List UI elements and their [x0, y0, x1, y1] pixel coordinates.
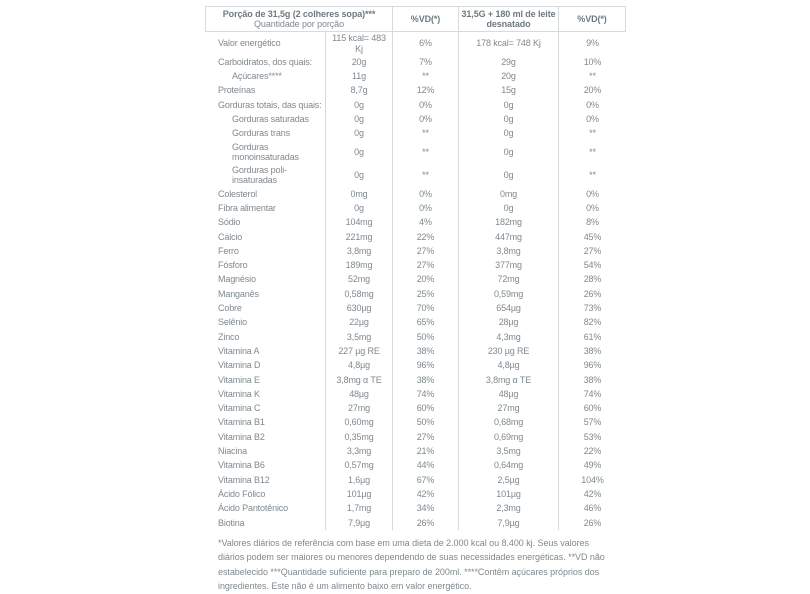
- header-milk-cell: [458, 7, 558, 31]
- table-row: [205, 430, 626, 444]
- quantity-with-milk: 27mg: [458, 401, 558, 415]
- nutrient-label: Cobre: [218, 303, 242, 314]
- table-row: [205, 84, 626, 98]
- quantity-per-portion: 20g: [325, 55, 392, 69]
- daily-value-percent: 34%: [392, 501, 458, 515]
- quantity-per-portion: 0g: [325, 98, 392, 112]
- quantity-per-portion: 0g: [325, 164, 392, 187]
- quantity-with-milk: 0g: [458, 98, 558, 112]
- daily-value-percent-milk: **: [558, 141, 626, 164]
- header-vd-label-2: %VD(*): [577, 14, 607, 24]
- daily-value-percent: **: [392, 69, 458, 83]
- daily-value-percent-milk: 45%: [558, 230, 626, 244]
- quantity-per-portion: 3,5mg: [325, 330, 392, 344]
- quantity-with-milk: 48µg: [458, 387, 558, 401]
- daily-value-percent: 12%: [392, 84, 458, 98]
- daily-value-percent-milk: 73%: [558, 301, 626, 315]
- nutrient-label: Gorduras totais, das quais:: [218, 99, 322, 110]
- daily-value-percent-milk: 82%: [558, 315, 626, 329]
- quantity-with-milk: 4,3mg: [458, 330, 558, 344]
- quantity-per-portion: 3,8mg: [325, 244, 392, 258]
- table-row: [205, 164, 626, 187]
- table-row: [205, 98, 626, 112]
- daily-value-percent: 20%: [392, 273, 458, 287]
- daily-value-percent-milk: 54%: [558, 258, 626, 272]
- header-vd-cell-2: [558, 7, 625, 31]
- daily-value-percent-milk: 10%: [558, 55, 626, 69]
- quantity-with-milk: 3,8mg α TE: [458, 373, 558, 387]
- nutrient-label: Gorduras trans: [232, 128, 290, 139]
- nutrition-table-header: [205, 6, 626, 32]
- nutrient-label: Vitamina B12: [218, 474, 270, 485]
- daily-value-percent: 50%: [392, 330, 458, 344]
- quantity-per-portion: 101µg: [325, 487, 392, 501]
- nutrient-label: Vitamina E: [218, 374, 260, 385]
- daily-value-percent: **: [392, 164, 458, 187]
- daily-value-percent-milk: 38%: [558, 344, 626, 358]
- nutrient-label: Vitamina B6: [218, 460, 265, 471]
- daily-value-percent: 38%: [392, 373, 458, 387]
- quantity-per-portion: 0g: [325, 112, 392, 126]
- quantity-with-milk: 4,8µg: [458, 358, 558, 372]
- nutrient-label: Carboidratos, dos quais:: [218, 56, 312, 67]
- nutrient-label: Fibra alimentar: [218, 202, 276, 213]
- table-row: [205, 315, 626, 329]
- nutrient-label: Vitamina B2: [218, 431, 265, 442]
- table-row: [205, 201, 626, 215]
- quantity-per-portion: 48µg: [325, 387, 392, 401]
- nutrient-label: Gorduras saturadas: [232, 114, 309, 125]
- daily-value-percent-milk: **: [558, 164, 626, 187]
- daily-value-percent-milk: 104%: [558, 473, 626, 487]
- nutrient-label: Magnésio: [218, 274, 256, 285]
- daily-value-percent: 27%: [392, 430, 458, 444]
- quantity-with-milk: 0g: [458, 164, 558, 187]
- nutrition-table-body: [205, 32, 626, 530]
- daily-value-percent-milk: 0%: [558, 112, 626, 126]
- quantity-per-portion: 4,8µg: [325, 358, 392, 372]
- nutrient-label: Gorduras monoinsaturadas: [232, 141, 299, 163]
- nutrient-label: Zinco: [218, 331, 240, 342]
- daily-value-percent: 74%: [392, 387, 458, 401]
- quantity-with-milk: 0,68mg: [458, 416, 558, 430]
- table-row: [205, 230, 626, 244]
- header-milk-title-line2: desnatado: [486, 19, 531, 29]
- daily-value-percent-milk: 61%: [558, 330, 626, 344]
- table-row: [205, 141, 626, 164]
- daily-value-percent: 21%: [392, 444, 458, 458]
- header-portion-cell: [206, 7, 392, 31]
- quantity-per-portion: 0g: [325, 201, 392, 215]
- nutrient-label: Valor energético: [218, 38, 281, 49]
- quantity-with-milk: 377mg: [458, 258, 558, 272]
- table-row: [205, 516, 626, 530]
- nutrient-label: Ferro: [218, 245, 239, 256]
- nutrition-table: [205, 6, 626, 530]
- nutrient-label: Cálcio: [218, 231, 243, 242]
- table-row: [205, 401, 626, 415]
- header-milk-title-line1: 31,5G + 180 ml de leite: [461, 9, 556, 19]
- quantity-with-milk: 0g: [458, 126, 558, 140]
- table-row: [205, 473, 626, 487]
- nutrient-label: Ácido Fólico: [218, 488, 266, 499]
- quantity-per-portion: 189mg: [325, 258, 392, 272]
- quantity-per-portion: 52mg: [325, 273, 392, 287]
- table-row: [205, 301, 626, 315]
- quantity-with-milk: 15g: [458, 84, 558, 98]
- nutrient-label: Vitamina D: [218, 360, 261, 371]
- table-row: [205, 187, 626, 201]
- quantity-with-milk: 0,59mg: [458, 287, 558, 301]
- daily-value-percent: 60%: [392, 401, 458, 415]
- quantity-per-portion: 3,8mg α TE: [325, 373, 392, 387]
- daily-value-percent-milk: 26%: [558, 516, 626, 530]
- daily-value-percent: 27%: [392, 258, 458, 272]
- table-row: [205, 416, 626, 430]
- header-vd-cell-1: [392, 7, 458, 31]
- table-row: [205, 55, 626, 69]
- quantity-per-portion: 227 µg RE: [325, 344, 392, 358]
- daily-value-percent: 38%: [392, 344, 458, 358]
- daily-value-percent-milk: **: [558, 69, 626, 83]
- header-portion-title: Porção de 31,5g (2 colheres sopa)***: [222, 9, 376, 19]
- table-row: [205, 330, 626, 344]
- daily-value-percent-milk: 0%: [558, 187, 626, 201]
- daily-value-percent: 7%: [392, 55, 458, 69]
- footnote: *Valores diários de referência com base em uma dieta de 2.000 kcal ou 8.400 kj. Seus valores diários podem ser maiores ou menores dependendo de suas necessidades energéticas. **VD não estabelecido ***Quantidade suficiente para preparo de 200ml. ****Contêm açúcares próprios dos ingredientes. Este não é um alimento baixo em valor energético.: [218, 538, 605, 592]
- daily-value-percent-milk: 96%: [558, 358, 626, 372]
- quantity-per-portion: 630µg: [325, 301, 392, 315]
- daily-value-percent: 0%: [392, 187, 458, 201]
- daily-value-percent-milk: 28%: [558, 273, 626, 287]
- table-row: [205, 358, 626, 372]
- nutrient-label: Manganês: [218, 288, 259, 299]
- quantity-per-portion: 0g: [325, 141, 392, 164]
- table-row: [205, 112, 626, 126]
- daily-value-percent: 27%: [392, 244, 458, 258]
- nutrient-label: Biotina: [218, 517, 245, 528]
- daily-value-percent-milk: 8%: [558, 215, 626, 229]
- quantity-per-portion: 0,60mg: [325, 416, 392, 430]
- nutrient-label: Gorduras poli-insaturadas: [232, 164, 287, 186]
- quantity-with-milk: 0g: [458, 141, 558, 164]
- daily-value-percent-milk: 57%: [558, 416, 626, 430]
- daily-value-percent: 0%: [392, 98, 458, 112]
- daily-value-percent: 44%: [392, 458, 458, 472]
- daily-value-percent: 22%: [392, 230, 458, 244]
- daily-value-percent-milk: 53%: [558, 430, 626, 444]
- nutrient-label: Vitamina B1: [218, 417, 265, 428]
- quantity-with-milk: 20g: [458, 69, 558, 83]
- quantity-with-milk: 72mg: [458, 273, 558, 287]
- quantity-with-milk: 447mg: [458, 230, 558, 244]
- quantity-with-milk: 3,8mg: [458, 244, 558, 258]
- quantity-with-milk: 3,5mg: [458, 444, 558, 458]
- quantity-with-milk: 101µg: [458, 487, 558, 501]
- nutrient-label: Vitamina C: [218, 403, 261, 414]
- daily-value-percent-milk: 74%: [558, 387, 626, 401]
- nutrient-label: Proteínas: [218, 85, 256, 96]
- daily-value-percent-milk: 46%: [558, 501, 626, 515]
- nutrient-label: Fósforo: [218, 260, 248, 271]
- quantity-per-portion: 221mg: [325, 230, 392, 244]
- quantity-per-portion: 0mg: [325, 187, 392, 201]
- daily-value-percent: **: [392, 141, 458, 164]
- quantity-per-portion: 1,7mg: [325, 501, 392, 515]
- header-portion-subtitle: Quantidade por porção: [254, 19, 344, 29]
- nutrient-label: Sódio: [218, 217, 241, 228]
- daily-value-percent-milk: 26%: [558, 287, 626, 301]
- quantity-with-milk: 0mg: [458, 187, 558, 201]
- nutrient-label: Açúcares****: [232, 71, 282, 82]
- quantity-per-portion: 22µg: [325, 315, 392, 329]
- quantity-with-milk: 178 kcal= 748 Kj: [458, 32, 558, 55]
- quantity-with-milk: 0g: [458, 112, 558, 126]
- daily-value-percent-milk: 42%: [558, 487, 626, 501]
- nutrient-label: Vitamina A: [218, 345, 260, 356]
- quantity-with-milk: 182mg: [458, 215, 558, 229]
- daily-value-percent: **: [392, 126, 458, 140]
- daily-value-percent-milk: 22%: [558, 444, 626, 458]
- table-row: [205, 126, 626, 140]
- daily-value-percent: 4%: [392, 215, 458, 229]
- table-row: [205, 387, 626, 401]
- quantity-with-milk: 29g: [458, 55, 558, 69]
- quantity-with-milk: 0,69mg: [458, 430, 558, 444]
- nutrient-label: Selênio: [218, 317, 247, 328]
- quantity-per-portion: 27mg: [325, 401, 392, 415]
- quantity-per-portion: 3,3mg: [325, 444, 392, 458]
- daily-value-percent: 67%: [392, 473, 458, 487]
- daily-value-percent: 96%: [392, 358, 458, 372]
- quantity-with-milk: 28µg: [458, 315, 558, 329]
- daily-value-percent: 65%: [392, 315, 458, 329]
- quantity-with-milk: 654µg: [458, 301, 558, 315]
- nutrient-label: Colesterol: [218, 188, 258, 199]
- daily-value-percent: 0%: [392, 201, 458, 215]
- quantity-per-portion: 104mg: [325, 215, 392, 229]
- daily-value-percent-milk: 60%: [558, 401, 626, 415]
- table-row: [205, 244, 626, 258]
- daily-value-percent: 25%: [392, 287, 458, 301]
- quantity-per-portion: 115 kcal= 483 Kj: [325, 32, 392, 55]
- table-row: [205, 373, 626, 387]
- quantity-with-milk: 230 µg RE: [458, 344, 558, 358]
- daily-value-percent-milk: 27%: [558, 244, 626, 258]
- daily-value-percent: 26%: [392, 516, 458, 530]
- nutrient-label: Ácido Pantotênico: [218, 503, 288, 514]
- table-row: [205, 215, 626, 229]
- quantity-per-portion: 0,35mg: [325, 430, 392, 444]
- daily-value-percent-milk: 38%: [558, 373, 626, 387]
- quantity-per-portion: 0g: [325, 126, 392, 140]
- table-row: [205, 258, 626, 272]
- nutrient-label: Niacina: [218, 446, 247, 457]
- quantity-with-milk: 0g: [458, 201, 558, 215]
- daily-value-percent-milk: 49%: [558, 458, 626, 472]
- daily-value-percent-milk: 20%: [558, 84, 626, 98]
- quantity-with-milk: 0,64mg: [458, 458, 558, 472]
- nutrient-label: Vitamina K: [218, 388, 260, 399]
- daily-value-percent: 6%: [392, 32, 458, 55]
- daily-value-percent: 42%: [392, 487, 458, 501]
- table-row: [205, 287, 626, 301]
- quantity-per-portion: 8,7g: [325, 84, 392, 98]
- table-row: [205, 344, 626, 358]
- daily-value-percent: 0%: [392, 112, 458, 126]
- table-row: [205, 458, 626, 472]
- daily-value-percent-milk: **: [558, 126, 626, 140]
- table-row: [205, 501, 626, 515]
- table-row: [205, 69, 626, 83]
- quantity-with-milk: 2,3mg: [458, 501, 558, 515]
- table-row: [205, 444, 626, 458]
- daily-value-percent: 70%: [392, 301, 458, 315]
- quantity-with-milk: 7,9µg: [458, 516, 558, 530]
- quantity-per-portion: 0,57mg: [325, 458, 392, 472]
- daily-value-percent-milk: 0%: [558, 98, 626, 112]
- table-row: [205, 487, 626, 501]
- table-row: [205, 32, 626, 55]
- table-row: [205, 273, 626, 287]
- quantity-with-milk: 2,5µg: [458, 473, 558, 487]
- header-vd-label-1: %VD(*): [410, 14, 441, 24]
- quantity-per-portion: 1,6µg: [325, 473, 392, 487]
- daily-value-percent-milk: 0%: [558, 201, 626, 215]
- quantity-per-portion: 7,9µg: [325, 516, 392, 530]
- quantity-per-portion: 11g: [325, 69, 392, 83]
- quantity-per-portion: 0,58mg: [325, 287, 392, 301]
- daily-value-percent: 50%: [392, 416, 458, 430]
- daily-value-percent-milk: 9%: [558, 32, 626, 55]
